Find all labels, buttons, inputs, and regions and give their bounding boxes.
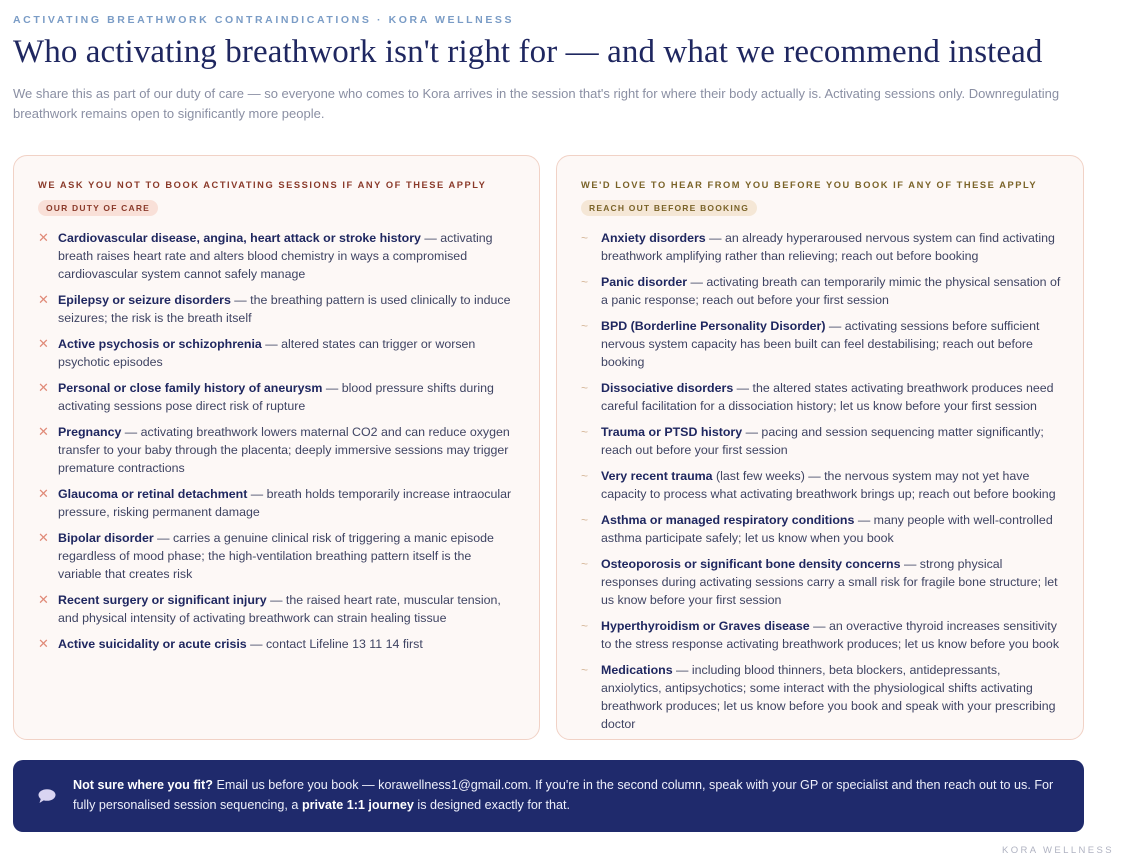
item-text: — strong physical responses during activating sessions carry a small risk for fragile bone structure; let us know before your first session bbox=[601, 557, 1058, 607]
list-item bbox=[581, 379, 1061, 415]
contact-callout bbox=[13, 760, 1084, 832]
item-text: — the raised heart rate, muscular tension, and physical intensity of activating breathwork can strain healing tissue bbox=[58, 593, 501, 625]
list-item bbox=[38, 591, 516, 627]
cross-icon: ✕ bbox=[38, 336, 49, 351]
callout-lead: Not sure where you fit? bbox=[73, 778, 213, 792]
cross-icon: ✕ bbox=[38, 636, 49, 651]
item-title: Active psychosis or schizophrenia bbox=[58, 337, 262, 351]
item-title: Trauma or PTSD history bbox=[601, 425, 743, 439]
do-not-book-card bbox=[13, 155, 540, 740]
cross-icon: ✕ bbox=[38, 292, 49, 307]
item-text: — including blood thinners, beta blockers, antidepressants, anxiolytics, antipsychotics; some interact with the physiological shifts activating breathwork produces; let us know before you book and speak with your prescribing doctor bbox=[601, 663, 1056, 731]
private-journey-text: private 1:1 journey bbox=[301, 798, 414, 812]
item-text: — contact Lifeline 13 11 14 first bbox=[246, 637, 423, 651]
list-item bbox=[581, 467, 1061, 503]
item-title: Very recent trauma bbox=[601, 469, 713, 483]
item-text: — the altered states activating breathwork produces need careful facilitation for a dissociation history; let us know before your first session bbox=[601, 381, 1054, 413]
page-eyebrow: ACTIVATING BREATHWORK CONTRAINDICATIONS · KORA WELLNESS bbox=[13, 14, 515, 26]
item-text: — altered states can trigger or worsen psychotic episodes bbox=[58, 337, 476, 369]
cross-icon: ✕ bbox=[38, 230, 49, 245]
list-item bbox=[581, 317, 1061, 371]
item-text: — an overactive thyroid increases sensitivity to the stress response activating breathwork produces; let us know before you book bbox=[601, 619, 1060, 651]
item-title: Dissociative disorders bbox=[601, 381, 734, 395]
item-title: Personal or close family history of aneurysm bbox=[58, 381, 323, 395]
list-item bbox=[38, 379, 516, 415]
item-title: Cardiovascular disease, angina, heart attack or stroke history bbox=[58, 231, 421, 245]
item-text: — the breathing pattern is used clinically to induce seizures; the risk is the breath itself bbox=[58, 293, 511, 325]
page-title: Who activating breathwork isn't right for — and what we recommend instead bbox=[13, 34, 1043, 70]
item-title: Osteoporosis or significant bone density concerns bbox=[601, 557, 901, 571]
tilde-icon: ~ bbox=[581, 231, 589, 245]
item-text: — an already hyperaroused nervous system can find activating breathwork amplifying rather than relieving; reach out before booking bbox=[601, 231, 1055, 263]
item-title: Recent surgery or significant injury bbox=[58, 593, 267, 607]
item-title: Active suicidality or acute crisis bbox=[58, 637, 247, 651]
cross-icon: ✕ bbox=[38, 380, 49, 395]
item-text: — carries a genuine clinical risk of triggering a manic episode regardless of mood phase; the high-ventilation breathing pattern itself is the variable that creates risk bbox=[58, 531, 494, 581]
list-item bbox=[38, 635, 516, 653]
reach-out-heading: WE'D LOVE TO HEAR FROM YOU BEFORE YOU BOOK IF ANY OF THESE APPLY bbox=[581, 180, 1038, 190]
item-title: Glaucoma or retinal detachment bbox=[58, 487, 248, 501]
list-item bbox=[38, 485, 516, 521]
tilde-icon: ~ bbox=[581, 319, 589, 333]
tilde-icon: ~ bbox=[581, 425, 589, 439]
list-item bbox=[38, 529, 516, 583]
cross-icon: ✕ bbox=[38, 592, 49, 607]
caution-list bbox=[581, 229, 1061, 741]
item-title: Epilepsy or seizure disorders bbox=[58, 293, 231, 307]
item-title: Pregnancy bbox=[58, 425, 122, 439]
item-text: — blood pressure shifts during activating sessions pose direct risk of rupture bbox=[58, 381, 494, 413]
tilde-icon: ~ bbox=[581, 557, 589, 571]
reach-out-badge: REACH OUT BEFORE BOOKING bbox=[581, 200, 757, 216]
tilde-icon: ~ bbox=[581, 469, 589, 483]
intro-paragraph: We share this as part of our duty of care — so everyone who comes to Kora arrives in the session that's right for where their body actually is. Activating sessions only. Downregulating breathwork remains open to significantly more people. bbox=[13, 86, 1060, 121]
cross-icon: ✕ bbox=[38, 424, 49, 439]
tilde-icon: ~ bbox=[581, 513, 589, 527]
callout-tail: is designed exactly for that. bbox=[413, 798, 571, 812]
list-item bbox=[38, 423, 516, 477]
list-item bbox=[581, 511, 1061, 547]
item-title: BPD (Borderline Personality Disorder) bbox=[601, 319, 826, 333]
list-item bbox=[581, 617, 1061, 653]
callout-body: Email us before you book — korawellness1@gmail.com. If you're in the second column, speak with your GP or specialist and then reach out to us. For fully personalised session sequencing, a bbox=[73, 778, 1054, 812]
item-text: — activating breathwork lowers maternal CO2 and can reduce oxygen transfer to your baby through the placenta; deeply immersive sessions may trigger premature contractions bbox=[58, 425, 510, 475]
list-item bbox=[581, 661, 1061, 733]
item-title: Hyperthyroidism or Graves disease bbox=[601, 619, 810, 633]
item-text: — breath holds temporarily increase intraocular pressure, risking permanent damage bbox=[58, 487, 512, 519]
callout-text bbox=[73, 775, 1063, 815]
duty-of-care-badge: OUR DUTY OF CARE bbox=[38, 200, 158, 216]
tilde-icon: ~ bbox=[581, 275, 589, 289]
item-text: — activating breath raises heart rate and alters blood chemistry in ways a compromised cardiovascular system cannot safely manage bbox=[58, 231, 493, 281]
item-text: — many people with well-controlled asthma participate safely; let us know when you book bbox=[601, 513, 1053, 545]
cross-icon: ✕ bbox=[38, 486, 49, 501]
list-item bbox=[38, 291, 516, 327]
tilde-icon: ~ bbox=[581, 619, 589, 633]
item-text: — pacing and session sequencing matter significantly; reach out before your first session bbox=[601, 425, 1044, 457]
cross-icon: ✕ bbox=[38, 530, 49, 545]
item-title: Bipolar disorder bbox=[58, 531, 154, 545]
item-title: Medications bbox=[601, 663, 673, 677]
item-text: — activating breath can temporarily mimic the physical sensation of a panic response; reach out before your first session bbox=[601, 275, 1061, 307]
list-item bbox=[581, 229, 1061, 265]
item-title: Anxiety disorders bbox=[601, 231, 706, 245]
list-item bbox=[38, 335, 516, 371]
list-item bbox=[581, 273, 1061, 309]
list-item bbox=[581, 423, 1061, 459]
tilde-icon: ~ bbox=[581, 663, 589, 677]
item-title: Panic disorder bbox=[601, 275, 688, 289]
contraindication-list bbox=[38, 229, 516, 661]
footer-brand: KORA WELLNESS bbox=[1002, 845, 1114, 856]
speech-bubble-icon bbox=[37, 788, 57, 804]
tilde-icon: ~ bbox=[581, 381, 589, 395]
do-not-book-heading: WE ASK YOU NOT TO BOOK ACTIVATING SESSIONS IF ANY OF THESE APPLY bbox=[38, 180, 487, 190]
item-text: — activating sessions before sufficient nervous system capacity has been built can feel destabilising; reach out before booking bbox=[601, 319, 1040, 369]
item-text: (last few weeks) — the nervous system may not yet have capacity to process what activating breathwork brings up; reach out before booking bbox=[601, 469, 1056, 501]
reach-out-card bbox=[556, 155, 1084, 740]
item-title: Asthma or managed respiratory conditions bbox=[601, 513, 855, 527]
list-item bbox=[581, 555, 1061, 609]
list-item bbox=[38, 229, 516, 283]
